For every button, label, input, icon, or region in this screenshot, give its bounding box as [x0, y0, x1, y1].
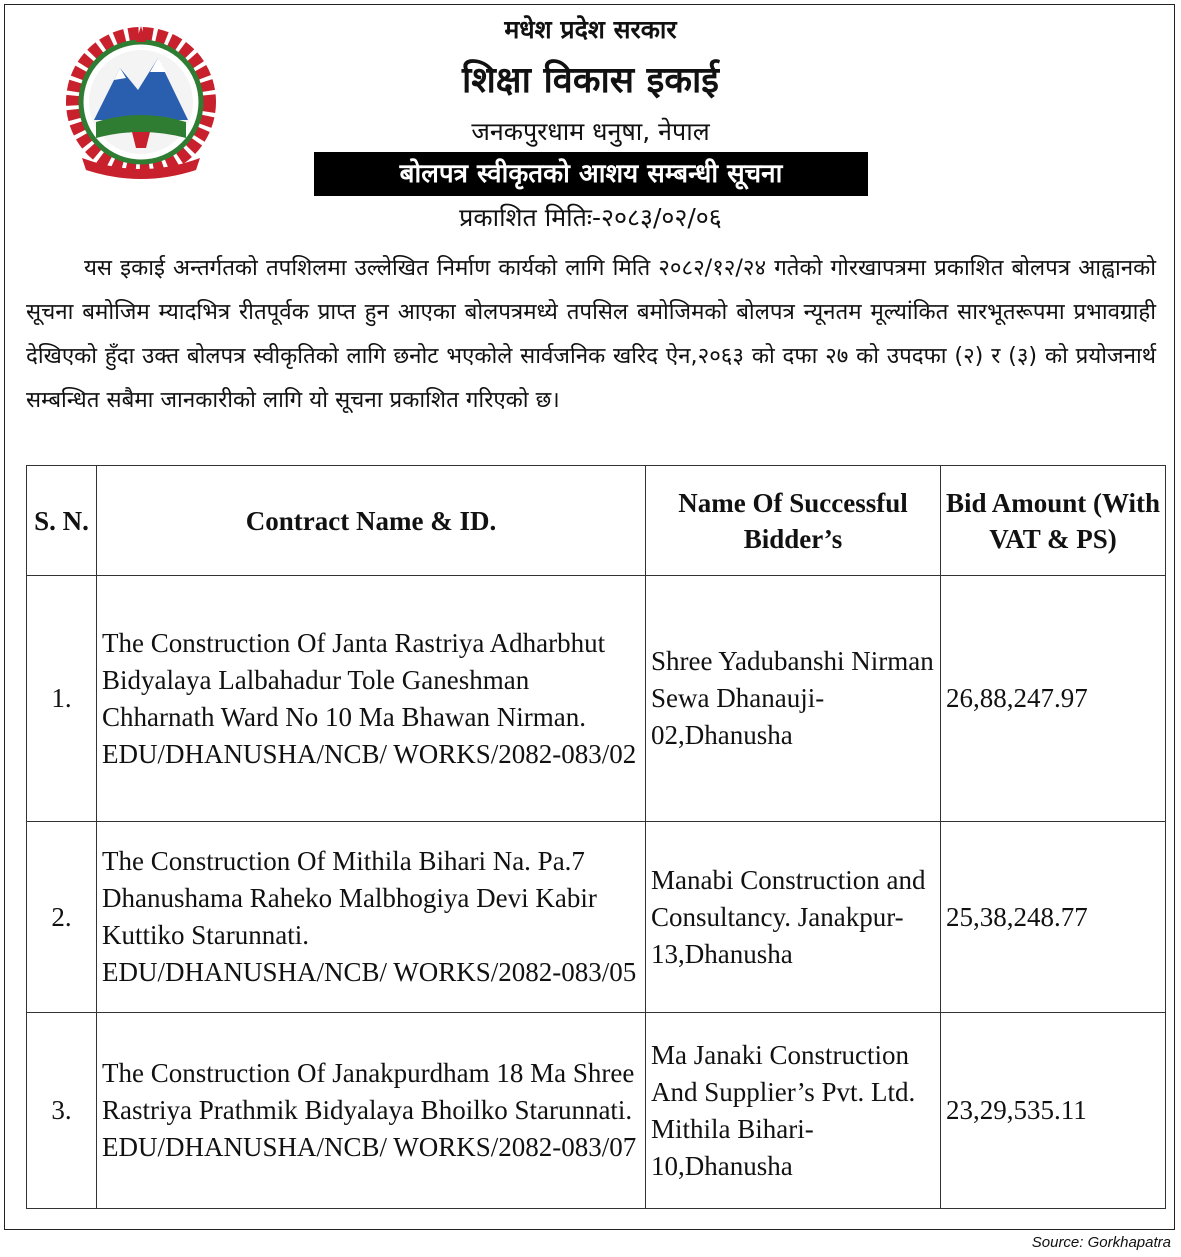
notice-title: बोलपत्र स्वीकृतको आशय सम्बन्धी सूचना [314, 152, 868, 196]
table-header-row [27, 466, 1166, 576]
row-contract [97, 822, 646, 1013]
contract-name: The Construction Of Janakpurdham 18 Ma Shree Rastriya Prathmik Bidyalaya Bhoilko Starunnati. [102, 1058, 635, 1125]
row-contract [97, 1013, 646, 1209]
row-bidder: Ma Janaki Construction And Supplier’s Pvt. Ltd. Mithila Bihari-10,Dhanusha [646, 1013, 941, 1209]
row-amount: 26,88,247.97 [941, 576, 1166, 822]
row-sn: 3. [27, 1013, 97, 1209]
contract-name: The Construction Of Mithila Bihari Na. Pa.7 Dhanushama Raheko Malbhogiya Devi Kabir Kuttiko Starunnati. [102, 846, 597, 950]
header-sn: S. N. [27, 466, 97, 576]
header-bidder: Name Of Successful Bidder’s [646, 466, 941, 576]
table-row [27, 822, 1166, 1013]
row-amount: 25,38,248.77 [941, 822, 1166, 1013]
contract-name: The Construction Of Janta Rastriya Adharbhut Bidyalaya Lalbahadur Tole Ganeshman Chharnath Ward No 10 Ma Bhawan Nirman. [102, 627, 606, 732]
table-row [27, 1013, 1166, 1209]
contract-id: EDU/DHANUSHA/NCB/ WORKS/2082-083/05 [102, 957, 637, 987]
government-name: मधेश प्रदेश सरकार [504, 15, 677, 44]
published-date: प्रकाशित मितिः-२०८३/०२/०६ [459, 203, 722, 232]
source-credit: Source: Gorkhapatra [1031, 1234, 1171, 1251]
office-name: शिक्षा विकास इकाई [462, 60, 719, 101]
notice-body: यस इकाई अन्तर्गतको तपशिलमा उल्लेखित निर्माण कार्यको लागि मिति २०८२/१२/२४ गतेको गोरखापत्रमा प्रकाशित बोलपत्र आह्वानको सूचना बमोजिम म्यादभित्र रीतपूर्वक प्राप्त हुन आएका बोलपत्रमध्ये तपसिल बमोजिमको बोलपत्र न्यूनतम मूल्यांकित सारभूतरूपमा प्रभावग्राही देखिएको हुँदा उक्त बोलपत्र स्वीकृतिको लागि छनोट भएकोले सार्वजनिक खरिद ऐन,२०६३ को दफा २७ को उपदफा (२) र (३) को प्रयोजनार्थ सम्बन्धित सबैमा जानकारीको लागि यो सूचना प्रकाशित गरिएको छ। [26, 255, 1156, 413]
row-sn: 1. [27, 576, 97, 822]
row-amount: 23,29,535.11 [941, 1013, 1166, 1209]
office-location: जनकपुरधाम धनुषा, नेपाल [471, 117, 710, 146]
row-sn: 2. [27, 822, 97, 1013]
header-contract: Contract Name & ID. [97, 466, 646, 576]
table-row [27, 576, 1166, 822]
bid-table [26, 465, 1166, 1209]
contract-id: EDU/DHANUSHA/NCB/ WORKS/2082-083/07 [102, 1132, 637, 1162]
row-bidder: Shree Yadubanshi Nirman Sewa Dhanauji-02,Dhanusha [646, 576, 941, 822]
contract-id: EDU/DHANUSHA/NCB/ WORKS/2082-083/02 [102, 738, 637, 769]
row-contract [97, 576, 646, 822]
header-amount: Bid Amount (With VAT & PS) [941, 466, 1166, 576]
row-bidder: Manabi Construction and Consultancy. Janakpur-13,Dhanusha [646, 822, 941, 1013]
